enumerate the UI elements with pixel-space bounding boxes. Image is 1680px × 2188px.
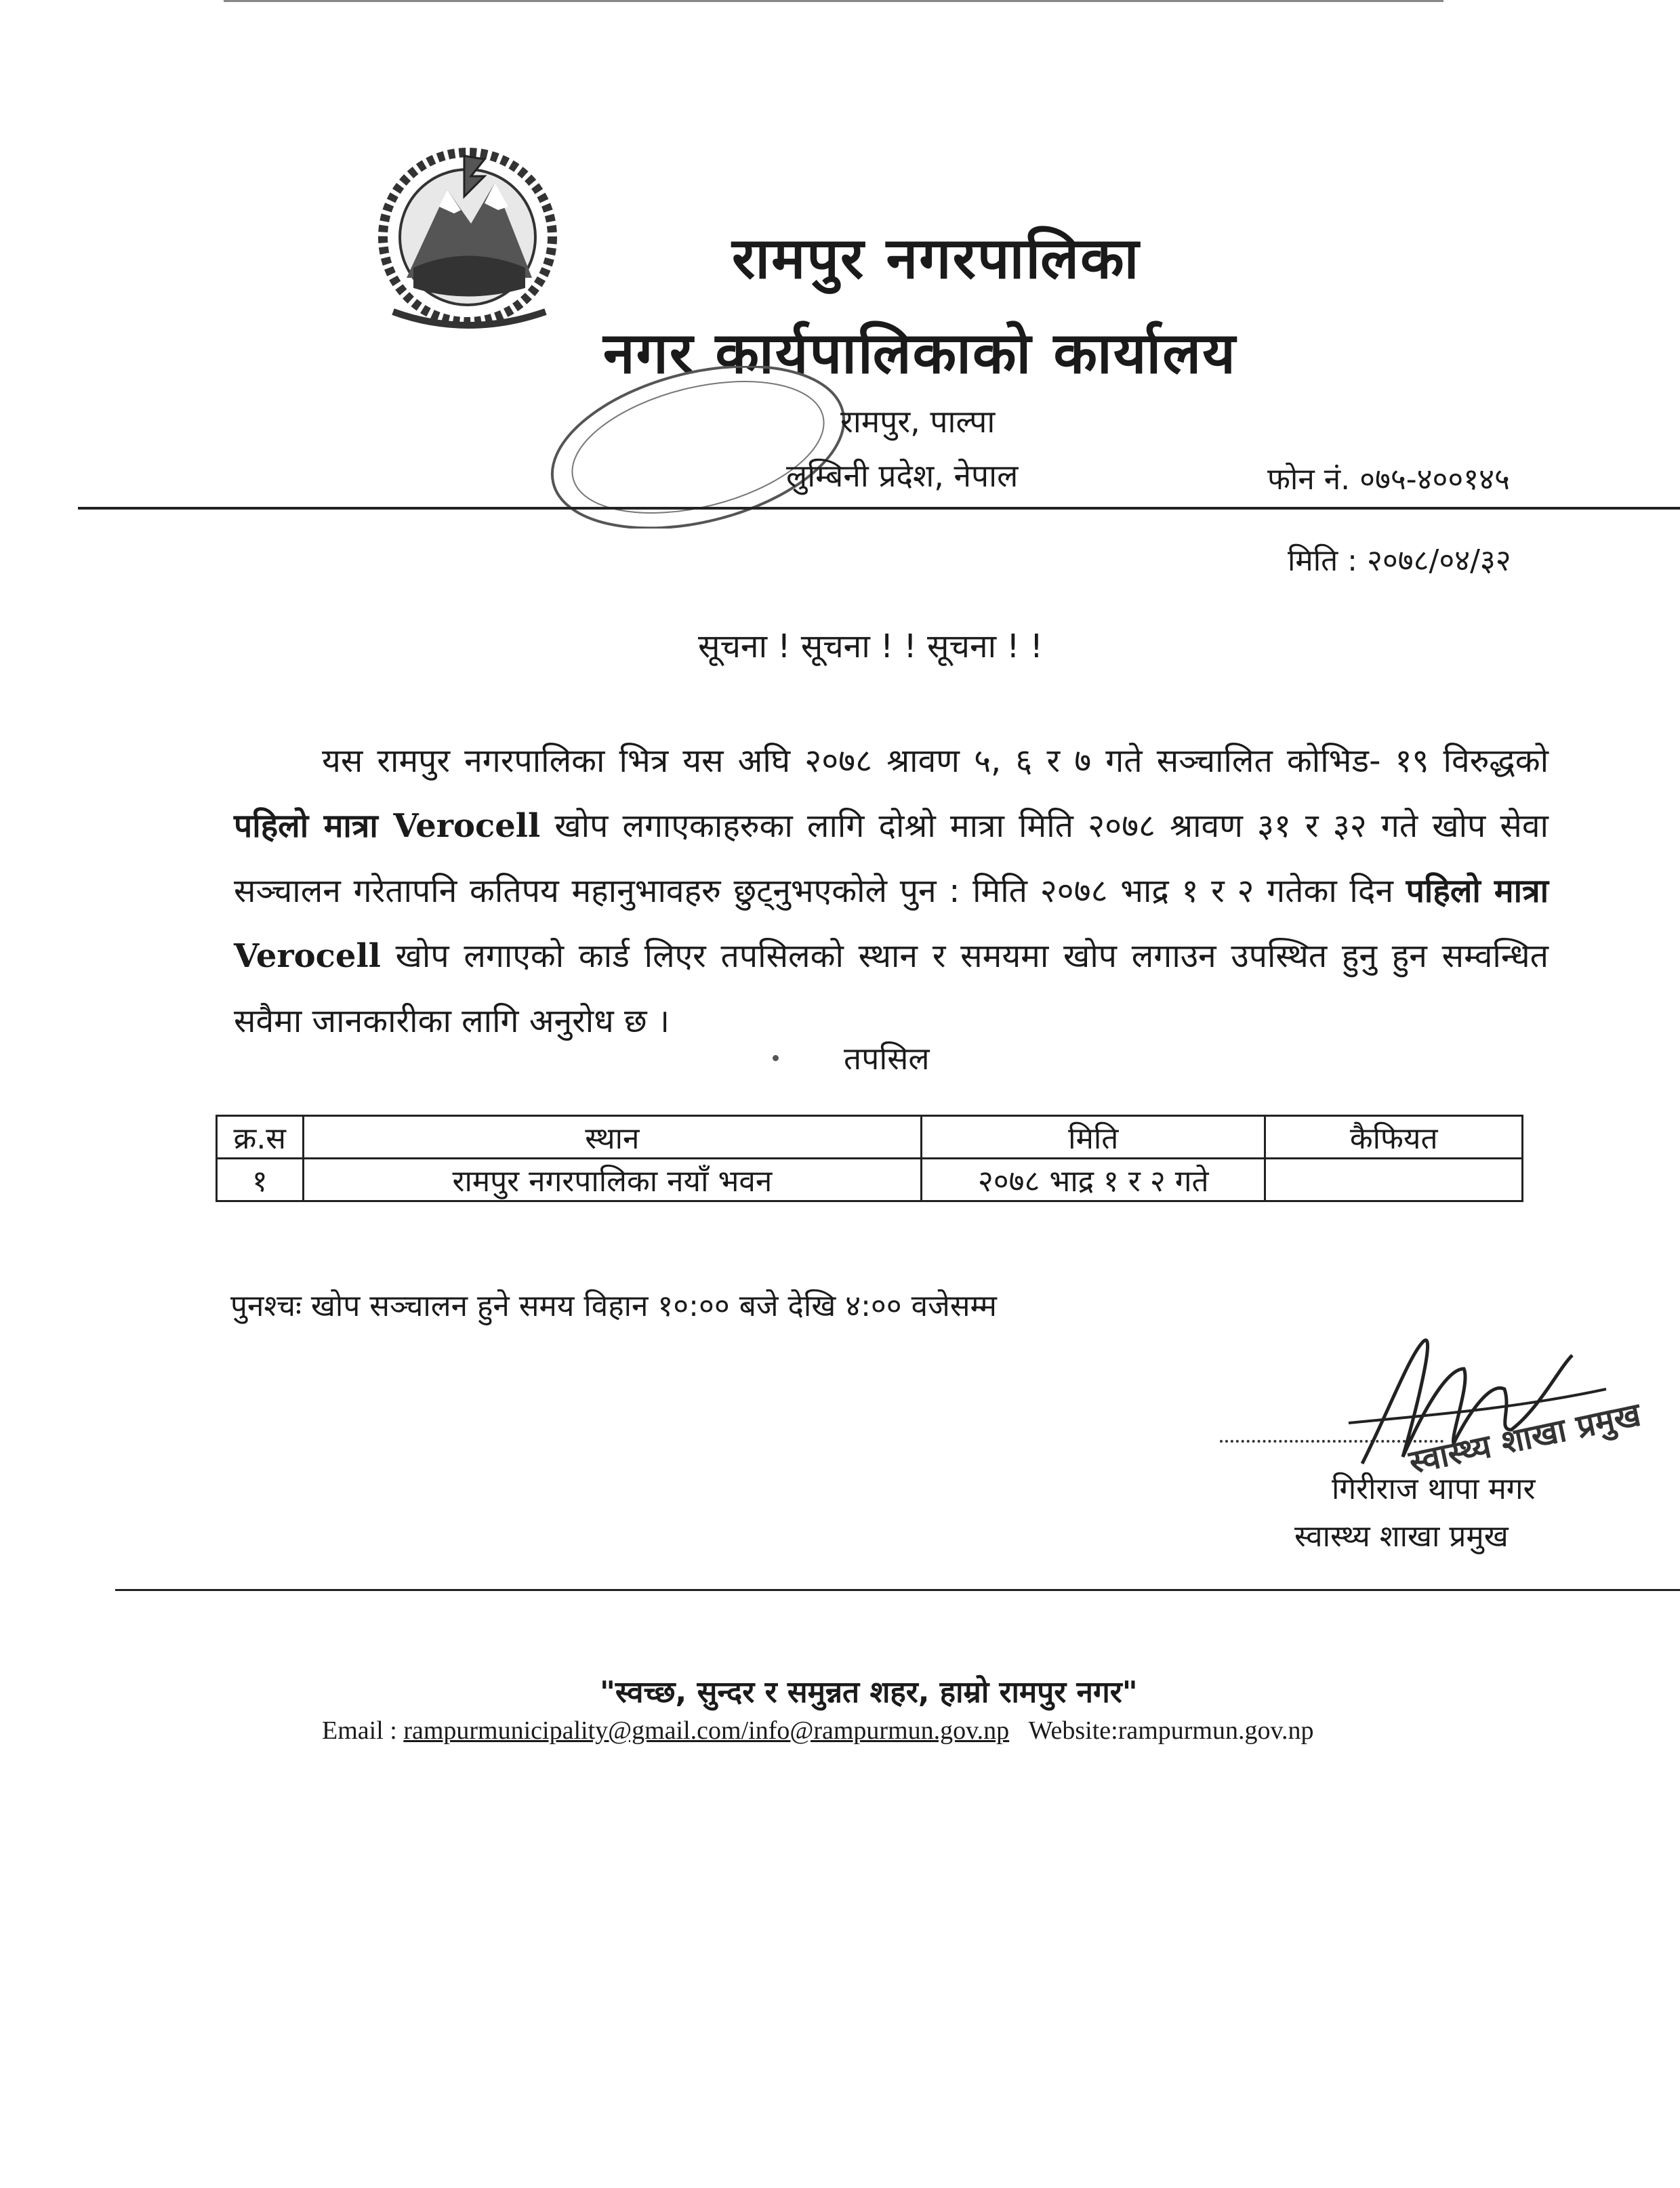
schedule-label: तपसिल (844, 1040, 930, 1077)
table-row (217, 1159, 1523, 1201)
schedule-table (216, 1115, 1523, 1202)
phone-number: फोन नं. ०७५-४००१४५ (1267, 462, 1510, 497)
footer-spacer (1009, 1716, 1029, 1745)
municipality-slogan: "स्वच्छ, सुन्दर र समुन्नत शहर, हाम्रो रामपुर नगर" (600, 1675, 1138, 1710)
table-header-row (217, 1116, 1523, 1159)
scan-edge-line (224, 0, 1443, 2)
col-header-serial: क्र.स (217, 1116, 304, 1159)
address-line-1: रामपुर, पाल्पा (840, 403, 996, 440)
municipality-name: रामपुर नगरपालिका (732, 225, 1141, 291)
body-text-2: खोप लगाएकाहरुका लागि दोश्रो मात्रा मिति २०७८ श्रावण ३१ र ३२ गते खोप सेवा सञ्चालन गरेतापनि कतिपय महानुभावहरु छुट्नुभएकोले पुन : मिति २०७८ भाद्र १ र २ गतेका दिन (234, 807, 1549, 910)
notice-heading: सूचना ! सूचना ! ! सूचना ! ! (698, 627, 1044, 665)
email-label: Email : (322, 1716, 404, 1745)
vaccine-highlight-2: पहिलो मात्रा Verocell (234, 872, 1549, 975)
cell-serial: १ (217, 1159, 304, 1201)
col-header-remarks: कैफियत (1265, 1116, 1523, 1159)
contact-footer (322, 1716, 1314, 1746)
signatory-stamp: स्वास्थ्य शाखा प्रमुख (1406, 1395, 1644, 1482)
website-link[interactable]: Website:rampurmun.gov.np (1028, 1716, 1314, 1745)
cell-remarks (1265, 1159, 1523, 1201)
notice-date: मिति : २०७८/०४/३२ (1288, 543, 1511, 578)
cell-date: २०७८ भाद्र १ र २ गते (922, 1159, 1265, 1201)
bullet-dot (773, 1055, 779, 1061)
col-header-date: मिति (922, 1116, 1265, 1159)
office-seal-stamp (542, 366, 854, 529)
cell-location: रामपुर नगरपालिका नयाँ भवन (303, 1159, 922, 1201)
footer-divider (115, 1589, 1680, 1591)
office-name: नगर कार्यपालिकाको कार्यालय (603, 320, 1237, 386)
signatory-name: गिरीराज थापा मगर (1332, 1472, 1536, 1506)
header-divider (78, 507, 1680, 510)
email-link[interactable]: rampurmunicipality@gmail.com/info@rampurmun.gov.np (403, 1716, 1010, 1745)
notice-body (234, 728, 1549, 1054)
address-line-2: लुम्बिनी प्रदेश, नेपाल (786, 457, 1019, 494)
body-text-3: खोप लगाएको कार्ड लिएर तपसिलको स्थान र समयमा खोप लगाउन उपस्थित हुनु हुन सम्वन्धित सवैमा जानकारीका लागि अनुरोध छ । (234, 937, 1549, 1040)
vaccine-highlight-1: पहिलो मात्रा Verocell (234, 807, 541, 845)
body-text-1: यस रामपुर नगरपालिका भित्र यस अघि २०७८ श्रावण ५, ६ र ७ गते सञ्चालित कोभिड- १९ विरुद्धको (322, 742, 1549, 780)
nepal-government-emblem (352, 142, 603, 339)
signatory-title: स्वास्थ्य शाखा प्रमुख (1294, 1519, 1509, 1554)
postscript-timing: पुनश्चः खोप सञ्चालन हुने समय विहान १०:०० बजे देखि ४:०० वजेसम्म (230, 1289, 997, 1323)
col-header-location: स्थान (303, 1116, 922, 1159)
